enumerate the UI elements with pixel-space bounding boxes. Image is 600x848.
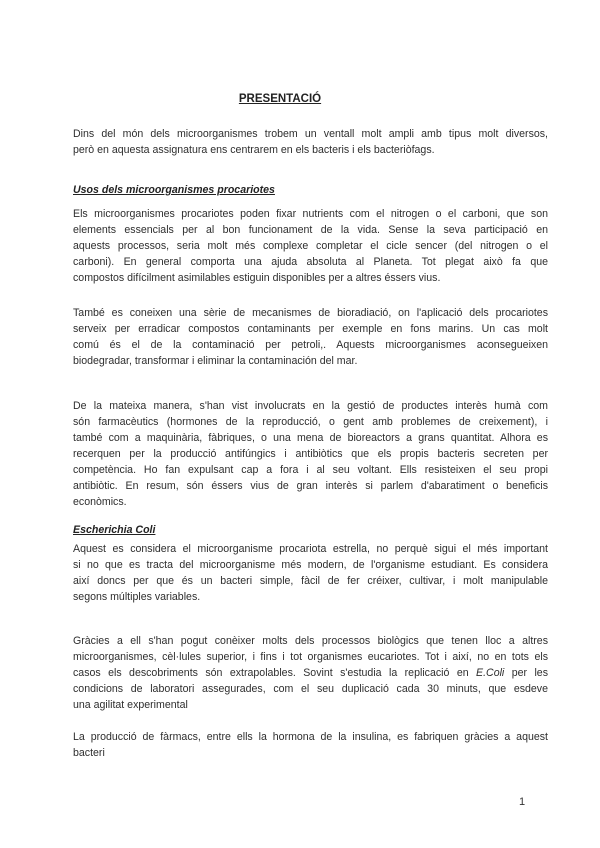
page-number: 1 — [519, 796, 526, 808]
section-heading-usos — [73, 182, 548, 198]
heading-text: Escherichia Coli — [73, 524, 156, 536]
text-line: De la mateixa manera, s'han vist involucrats en la gestió de productes interès humà com — [73, 400, 548, 412]
text-line: així doncs per que és un bacteri simple, fàcil de fer créixer, cultivar, i molt manipulable — [73, 575, 548, 587]
page-title: PRESENTACIÓ — [238, 93, 322, 105]
text-line — [73, 665, 548, 681]
text-line: Gràcies a ell s'han pogut conèixer molts dels processos biològics que tenen lloc a altres — [73, 635, 548, 647]
text-segment: casos els descobriments són extrapolables. Sovint s'estudia la replicació en — [73, 667, 469, 679]
intro-paragraph — [73, 126, 548, 158]
text-line: són farmacèutics (hormones de la reproducció, o gent amb problemes de creixement), i — [73, 416, 548, 428]
text-line: carboni). En general comporta una ajuda absoluta al Planeta. Tot plegat això fa que — [73, 256, 548, 268]
text-line: Els microorganismes procariotes poden fixar nutrients com el nitrogen o el carboni, que son — [73, 208, 548, 220]
paragraph-productes — [73, 398, 548, 510]
text-line: una agilitat experimental — [73, 699, 188, 711]
text-line: si no que es tracta del microorganisme més modern, de l'organisme estudiant. Es considera — [73, 559, 548, 571]
text-line: antibiòtic. En resum, són éssers vius de gran interès si parlem d'abaratiment o beneficis — [73, 480, 548, 492]
text-line: elements essencials per al bon funcionament de la vida. Sense la seva participació en — [73, 224, 548, 236]
text-line: recerquen per la producció antifúngics i antibiòtics que els propis bacteris secreten per — [73, 448, 548, 460]
text-line: També es coneixen una sèrie de mecanismes de bioradiació, on l'aplicació dels procariotes — [73, 307, 548, 319]
text-line: competència. Ho fan expulsant cap a fora i al seu voltant. Ells resisteixen el seu propi — [73, 464, 548, 476]
text-line: aquests processos, seria molt més complexe completar el cicle sencer (del nitrogen o el — [73, 240, 548, 252]
section-heading-ecoli — [73, 522, 548, 538]
text-line: compostos difícilment asimilables estiguin disponibles per a altres éssers vius. — [73, 272, 441, 284]
italic-species-name: E.Coli — [476, 667, 505, 679]
text-line: serveix per erradicar compostos contaminants per exemple en fons marins. Un cas molt — [73, 323, 548, 335]
text-line: però en aquesta assignatura ens centrarem en els bacteris i els bacteriòfags. — [73, 144, 435, 156]
text-line: segons múltiples variables. — [73, 591, 201, 603]
paragraph-farmacs — [73, 729, 548, 761]
text-line: condicions de laboratori assegurades, com el seu duplicació cada 30 minuts, que esdeve — [73, 683, 548, 695]
heading-text: Usos dels microorganismes procariotes — [73, 184, 275, 196]
paragraph-processos — [73, 633, 548, 713]
text-line: La producció de fàrmacs, entre ells la hormona de la insulina, es fabriquen gràcies a aquest — [73, 731, 548, 743]
text-line: també com a maquinària, fàbriques, o una mena de bioreactors a grans quantitat. Alhora es — [73, 432, 548, 444]
text-line: microorganismes, cèl·lules superior, i fins i tot organismes eucariotes. Tot i així, no en tots els — [73, 651, 548, 663]
paragraph-estrella — [73, 541, 548, 605]
paragraph-fixacio — [73, 206, 548, 286]
text-line: Dins del món dels microorganismes trobem un ventall molt ampli amb tipus molt diversos, — [73, 128, 548, 140]
paragraph-bioradiacio — [73, 305, 548, 369]
text-segment: per les — [511, 667, 548, 679]
text-line: econòmics. — [73, 496, 127, 508]
text-line: biodegradar, transformar i eliminar la contaminación del mar. — [73, 355, 358, 367]
text-line: Aquest es considera el microorganisme procariota estrella, no perquè sigui el més important — [73, 543, 548, 555]
text-line: comú és el de la contaminació per petroli,. Aquests microorganismes aconsegueixen — [73, 339, 548, 351]
text-line: bacteri — [73, 747, 105, 759]
